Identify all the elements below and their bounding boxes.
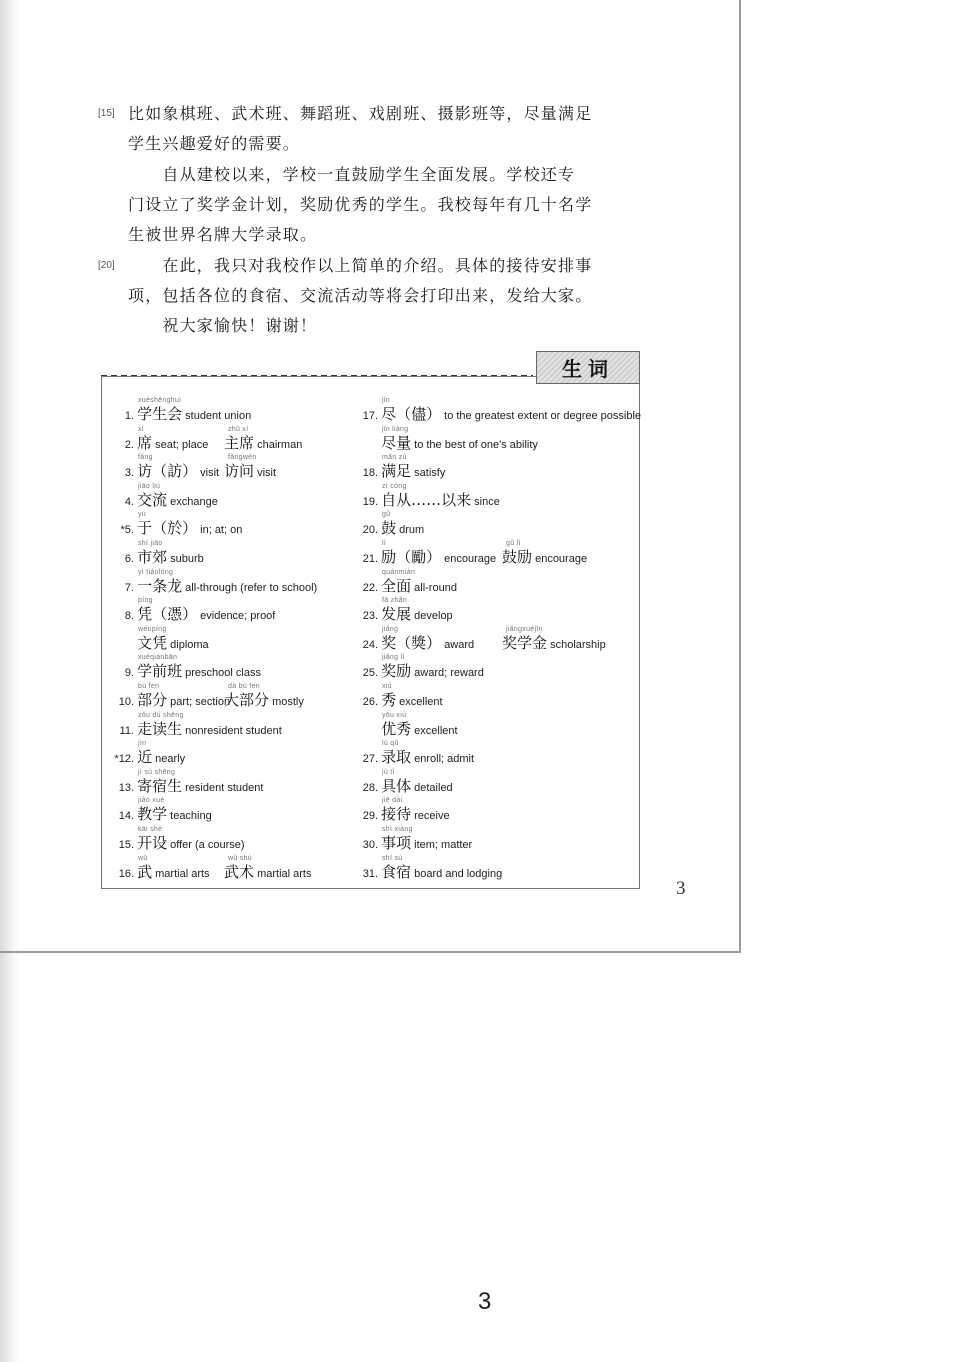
vocab-gloss: excellent [399, 696, 443, 708]
vocab-row [356, 491, 500, 511]
vocab-number: 31. [362, 868, 378, 880]
vocab-row [356, 834, 472, 854]
vocab-gloss: excellent [414, 725, 458, 737]
vocab-pinyin: jiāo liú [138, 483, 161, 490]
line-number: [20] [98, 260, 115, 271]
page-number: 3 [676, 878, 686, 899]
passage-line: 在此，我只对我校作以上简单的介绍。具体的接待安排事 [128, 256, 593, 275]
vocab-pinyin: mǎn zú [382, 454, 407, 461]
vocab-pinyin: wǔ [138, 855, 148, 862]
vocab-pinyin: gǔ [382, 511, 391, 518]
passage-line: 门设立了奖学金计划，奖励优秀的学生。我校每年有几十名学 [128, 195, 593, 214]
vocab-hanzi: 满足 [381, 462, 412, 480]
line-number: [15] [98, 108, 115, 119]
vocab-pinyin-secondary: jiǎngxuéjīn [506, 626, 543, 633]
vocab-gloss: award; reward [414, 667, 484, 679]
vocab-number: 27. [362, 753, 378, 765]
vocab-number: 22. [362, 582, 378, 594]
vocab-row [112, 434, 208, 454]
vocab-gloss: evidence; proof [200, 610, 276, 622]
passage-line: 自从建校以来，学校一直鼓励学生全面发展。学校还专 [128, 165, 576, 184]
vocab-number: 1. [124, 410, 134, 422]
vocab-pinyin-secondary: gǔ lì [506, 540, 521, 547]
vocab-pinyin: jìn [138, 740, 147, 747]
vocab-gloss: board and lodging [414, 868, 503, 880]
vocab-number: 24. [362, 639, 378, 651]
vocab-gloss: receive [414, 810, 450, 822]
vocab-pinyin: fā zhǎn [382, 597, 408, 604]
vocab-gloss: preschool class [185, 667, 261, 679]
vocab-row [112, 834, 245, 854]
vocab-hanzi: 市郊 [137, 548, 168, 566]
vocab-number: 20. [362, 524, 378, 536]
vocab-pinyin: fǎng [138, 454, 153, 461]
vocab-row [356, 805, 450, 825]
vocab-hanzi: 自从……以来 [381, 491, 472, 509]
vocab-hanzi: 近 [137, 748, 153, 766]
vocab-pinyin: yú [138, 511, 146, 518]
vocab-number: 26. [362, 696, 378, 708]
vocabulary-title: 生词 [562, 357, 614, 381]
vocab-gloss: since [474, 496, 500, 508]
vocab-gloss: detailed [414, 782, 453, 794]
vocab-hanzi: 具体 [381, 777, 412, 795]
vocab-number: 14. [118, 810, 134, 822]
vocab-gloss: all-through (refer to school) [185, 582, 318, 594]
vocab-gloss: nonresident student [185, 725, 282, 737]
vocab-number: 29. [362, 810, 378, 822]
vocab-hanzi: 录取 [381, 748, 412, 766]
vocab-gloss-secondary: visit [257, 467, 277, 479]
vocab-row [356, 777, 453, 797]
vocab-row-secondary [224, 691, 304, 711]
vocab-hanzi: 武 [137, 863, 153, 881]
vocab-pinyin: yōu xiù [382, 712, 407, 719]
vocab-hanzi: 凭（憑） [137, 605, 198, 623]
vocab-row [356, 691, 443, 711]
vocab-row-secondary [502, 548, 587, 568]
vocab-gloss: enroll; admit [414, 753, 475, 765]
vocab-hanzi-secondary: 大部分 [224, 691, 270, 709]
vocab-gloss: resident student [185, 782, 264, 794]
vocab-gloss: offer (a course) [170, 839, 245, 851]
vocab-number: 28. [362, 782, 378, 794]
vocab-gloss: exchange [170, 496, 218, 508]
vocab-number: 23. [362, 610, 378, 622]
passage-line: 生被世界名牌大学录取。 [128, 225, 318, 244]
vocab-row [112, 548, 204, 568]
vocab-row-secondary [224, 434, 302, 454]
vocab-gloss-secondary: scholarship [550, 639, 606, 651]
vocab-hanzi: 事项 [381, 834, 412, 852]
vocab-number: *5. [120, 524, 134, 536]
vocab-row [356, 720, 458, 740]
vocab-row [112, 577, 317, 597]
passage-line: 学生兴趣爱好的需要。 [128, 134, 301, 153]
vocab-gloss-secondary: martial arts [257, 868, 312, 880]
vocab-hanzi: 学前班 [137, 662, 183, 680]
vocab-hanzi: 开设 [137, 834, 168, 852]
vocab-number: 6. [124, 553, 134, 565]
vocab-row [112, 748, 185, 768]
vocab-hanzi: 走读生 [137, 720, 183, 738]
vocab-row [112, 662, 261, 682]
vocab-number: 9. [124, 667, 134, 679]
vocab-number: 2. [124, 439, 134, 451]
vocab-number: 7. [124, 582, 134, 594]
vocab-row [112, 863, 210, 883]
vocab-hanzi: 访（訪） [137, 462, 198, 480]
vocab-row [112, 691, 230, 711]
vocab-pinyin: quánmiàn [382, 569, 416, 576]
vocab-hanzi-secondary: 访问 [224, 462, 255, 480]
vocab-pinyin: xuéshēnghuì [138, 397, 182, 404]
vocab-pinyin-secondary: wǔ shù [228, 855, 252, 862]
vocab-pinyin: jì sù shēng [138, 769, 176, 776]
vocab-hanzi: 秀 [381, 691, 397, 709]
vocab-hanzi: 励（勵） [381, 548, 442, 566]
vocab-row [112, 634, 209, 654]
vocab-number: 25. [362, 667, 378, 679]
vocab-number: 15. [118, 839, 134, 851]
vocab-row-secondary [224, 863, 311, 883]
vocab-gloss: seat; place [155, 439, 209, 451]
vocab-pinyin: xí [138, 426, 145, 433]
vocab-row [356, 405, 641, 425]
vocab-hanzi: 学生会 [137, 405, 183, 423]
vocab-hanzi-secondary: 鼓励 [502, 548, 533, 566]
vocab-pinyin: lì [382, 540, 387, 547]
vocab-gloss: visit [200, 467, 220, 479]
vocab-pinyin: shì jiāo [138, 540, 163, 547]
vocab-gloss: diploma [170, 639, 209, 651]
vocab-gloss: satisfy [414, 467, 446, 479]
passage-line: 项，包括各位的食宿、交流活动等将会打印出来，发给大家。 [128, 286, 593, 305]
vocab-number: 8. [124, 610, 134, 622]
vocab-hanzi: 寄宿生 [137, 777, 183, 795]
vocab-hanzi: 优秀 [381, 720, 412, 738]
vocab-hanzi-secondary: 奖学金 [502, 634, 548, 652]
vocab-hanzi: 于（於） [137, 519, 198, 537]
vocab-row [356, 662, 484, 682]
vocab-row [112, 405, 251, 425]
vocab-number: *12. [114, 753, 134, 765]
vocab-pinyin: yì tiáolóng [138, 569, 174, 576]
vocab-pinyin: jiǎng lì [382, 654, 405, 661]
vocab-pinyin: wénpíng [138, 626, 167, 633]
vocab-hanzi: 尽量 [381, 434, 412, 452]
vocab-hanzi: 尽（儘） [381, 405, 442, 423]
vocab-hanzi-secondary: 武术 [224, 863, 255, 881]
vocab-row [112, 777, 263, 797]
vocab-pinyin: shì xiàng [382, 826, 413, 833]
vocab-hanzi: 奖励 [381, 662, 412, 680]
vocab-hanzi: 鼓 [381, 519, 397, 537]
vocab-gloss: encourage [444, 553, 497, 565]
vocab-pinyin: zì cóng [382, 483, 407, 490]
vocab-pinyin: xuéqiánbān [138, 654, 178, 661]
vocab-pinyin: jǐn liàng [382, 426, 409, 433]
vocab-hanzi-secondary: 主席 [224, 434, 255, 452]
vocab-gloss: martial arts [155, 868, 210, 880]
vocab-row [112, 462, 219, 482]
footer-page-number: 3 [478, 1288, 492, 1315]
vocab-gloss: suburb [170, 553, 204, 565]
vocab-hanzi: 全面 [381, 577, 412, 595]
vocab-row [356, 863, 502, 883]
vocab-row [356, 605, 453, 625]
vocab-pinyin-secondary: fǎngwèn [228, 454, 257, 461]
vocab-row [112, 605, 275, 625]
vocab-pinyin: shí sù [382, 855, 403, 862]
vocab-row [112, 720, 282, 740]
vocab-gloss: to the greatest extent or degree possible [444, 410, 642, 422]
vocab-row [356, 748, 474, 768]
vocab-number: 4. [124, 496, 134, 508]
passage-line: 比如象棋班、武术班、舞蹈班、戏剧班、摄影班等，尽量满足 [128, 104, 593, 123]
vocab-number: 19. [362, 496, 378, 508]
vocab-row [112, 805, 212, 825]
vocab-hanzi: 食宿 [381, 863, 412, 881]
vocab-row-secondary [224, 462, 276, 482]
vocab-pinyin: jù tǐ [382, 769, 395, 776]
vocab-row [356, 462, 445, 482]
vocab-number: 11. [119, 725, 134, 737]
vocabulary-title-tab [536, 351, 640, 384]
vocab-row-secondary [502, 634, 606, 654]
vocab-gloss: nearly [155, 753, 186, 765]
vocab-gloss: item; matter [414, 839, 473, 851]
vocab-gloss: develop [414, 610, 453, 622]
vocab-pinyin-secondary: zhǔ xí [228, 426, 249, 433]
vocab-pinyin: jǐn [382, 397, 390, 404]
vocab-gloss-secondary: encourage [535, 553, 588, 565]
vocab-hanzi: 交流 [137, 491, 168, 509]
vocab-number: 13. [118, 782, 134, 794]
vocab-row [112, 491, 218, 511]
vocab-row [356, 548, 496, 568]
vocab-row [356, 519, 424, 539]
vocab-number: 16. [118, 868, 134, 880]
vocab-hanzi: 部分 [137, 691, 168, 709]
vocab-pinyin: píng [138, 597, 153, 604]
vocab-hanzi: 席 [137, 434, 153, 452]
vocab-hanzi: 文凭 [137, 634, 168, 652]
vocab-hanzi: 教学 [137, 805, 168, 823]
vocab-pinyin: jiē dài [382, 797, 403, 804]
vocab-pinyin: zǒu dú shēng [138, 712, 184, 719]
vocab-gloss: in; at; on [200, 524, 243, 536]
vocab-pinyin: bù fen [138, 683, 160, 690]
vocab-pinyin-secondary: dà bù fen [228, 683, 260, 690]
vocab-pinyin: jiǎng [382, 626, 399, 633]
vocab-hanzi: 奖（獎） [381, 634, 442, 652]
vocab-number: 17. [362, 410, 378, 422]
vocab-row [356, 634, 474, 654]
vocab-gloss-secondary: mostly [272, 696, 304, 708]
vocab-gloss: student union [185, 410, 252, 422]
vocab-gloss: drum [399, 524, 425, 536]
vocab-pinyin: jiào xué [138, 797, 165, 804]
vocab-hanzi: 一条龙 [137, 577, 183, 595]
vocab-gloss: part; section [170, 696, 231, 708]
vocab-number: 21. [362, 553, 378, 565]
vocab-gloss: all-round [414, 582, 457, 594]
vocab-number: 30. [362, 839, 378, 851]
vocab-number: 3. [124, 467, 134, 479]
passage-line: 祝大家愉快！谢谢！ [128, 316, 318, 335]
vocab-hanzi: 接待 [381, 805, 412, 823]
vocab-pinyin: kāi shè [138, 826, 163, 833]
vocab-number: 18. [362, 467, 378, 479]
vocab-number: 10. [118, 696, 134, 708]
vocab-gloss: teaching [170, 810, 212, 822]
vocab-gloss-secondary: chairman [257, 439, 303, 451]
vocab-hanzi: 发展 [381, 605, 412, 623]
vocab-gloss: award [444, 639, 475, 651]
vocab-pinyin: xiù [382, 683, 392, 690]
vocab-pinyin: lù qǔ [382, 740, 399, 747]
vocab-row [356, 577, 457, 597]
vocab-row [356, 434, 538, 454]
vocab-gloss: to the best of one's ability [414, 439, 538, 451]
vocab-row [112, 519, 242, 539]
